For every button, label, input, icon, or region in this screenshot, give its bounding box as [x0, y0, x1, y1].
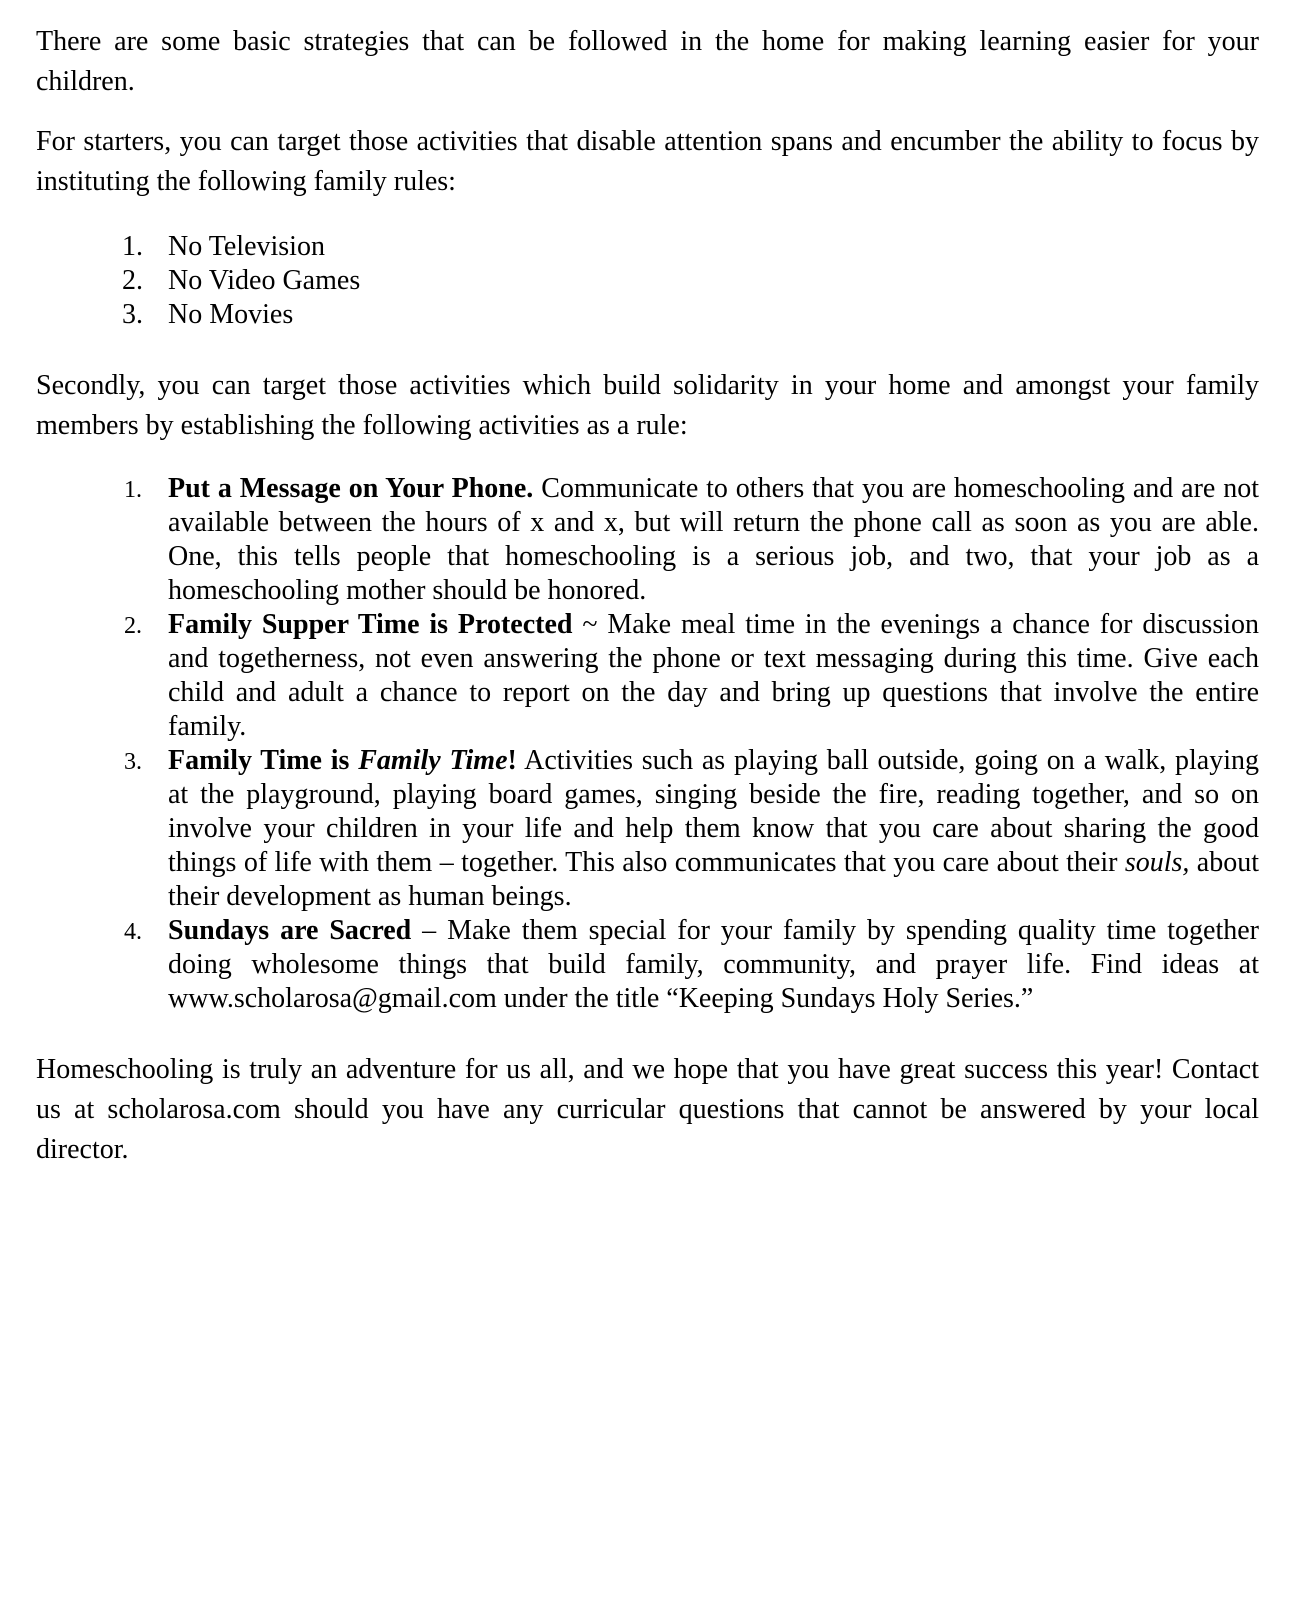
intro-paragraph: There are some basic strategies that can be followed in the home for making learning easier for your children.: [36, 26, 1259, 97]
activity-body-segment: Activities such as playing ball outside, going on a walk, playing at the playground, playing board games, singing beside the fire, reading together, and so on involve your children in your life and help them know that you care about sharing the good things of life with them – together. This also communicates that you care about their: [168, 745, 1259, 878]
activity-title: [168, 745, 517, 776]
activity-body-text: Communicate to others that you are homeschooling and are not available between the hours of x and x, but will return the phone call as soon as you are able. One, this tells people that homeschooling is a serious job, and two, that your job as a homeschooling mother should be honored.: [168, 473, 1260, 606]
family-activity-item: [122, 608, 1259, 744]
activity-title-text: Family Time is: [168, 745, 359, 776]
activity-body-text: Make them special for your family by spending quality time together doing wholesome things that build family, community, and prayer life. Find ideas at www.scholarosa@gmail.com under the title “Keeping Sundays Holy Series.”: [168, 915, 1259, 1014]
first-section-lead-paragraph: For starters, you can target those activities that disable attention spans and encumber the ability to focus by instituting the following family rules:: [36, 126, 1259, 197]
family-activity-item: [122, 472, 1259, 608]
family-activities-list: [36, 472, 1259, 1016]
closing-paragraph: Homeschooling is truly an adventure for us all, and we hope that you have great success this year! Contact us at scholarosa.com should you have any curricular questions that cannot be answered by your local director.: [36, 1054, 1259, 1165]
activity-title: Family Supper Time is Protected: [168, 609, 573, 640]
activity-body-segment: about their development as human beings.: [168, 847, 1259, 912]
activity-title: Sundays are Sacred: [168, 915, 412, 946]
activity-body-text: Make meal time in the evenings a chance for discussion and togetherness, not even answering the phone or text messaging during this time. Give each child and adult a chance to report on the day and bring up questions that involve the entire family.: [168, 609, 1259, 742]
activity-body-italic-word: souls,: [1124, 847, 1190, 878]
family-rules-list: [36, 230, 1259, 332]
family-rule-item: No Video Games: [168, 265, 361, 296]
family-activity-item: [122, 744, 1259, 914]
activity-title: Put a Message on Your Phone.: [168, 473, 534, 504]
activity-separator: ~: [582, 609, 598, 640]
second-section-lead-paragraph: Secondly, you can target those activities which build solidarity in your home and amongst your family members by establishing the following activities as a rule:: [36, 370, 1259, 441]
family-activity-item: [122, 914, 1259, 1016]
family-rule-item: No Television: [168, 231, 325, 262]
activity-title-italic-text: Family Time: [358, 745, 508, 776]
activity-title-text: !: [507, 745, 517, 776]
family-rule-item: No Movies: [168, 299, 294, 330]
activity-separator: –: [422, 915, 437, 946]
